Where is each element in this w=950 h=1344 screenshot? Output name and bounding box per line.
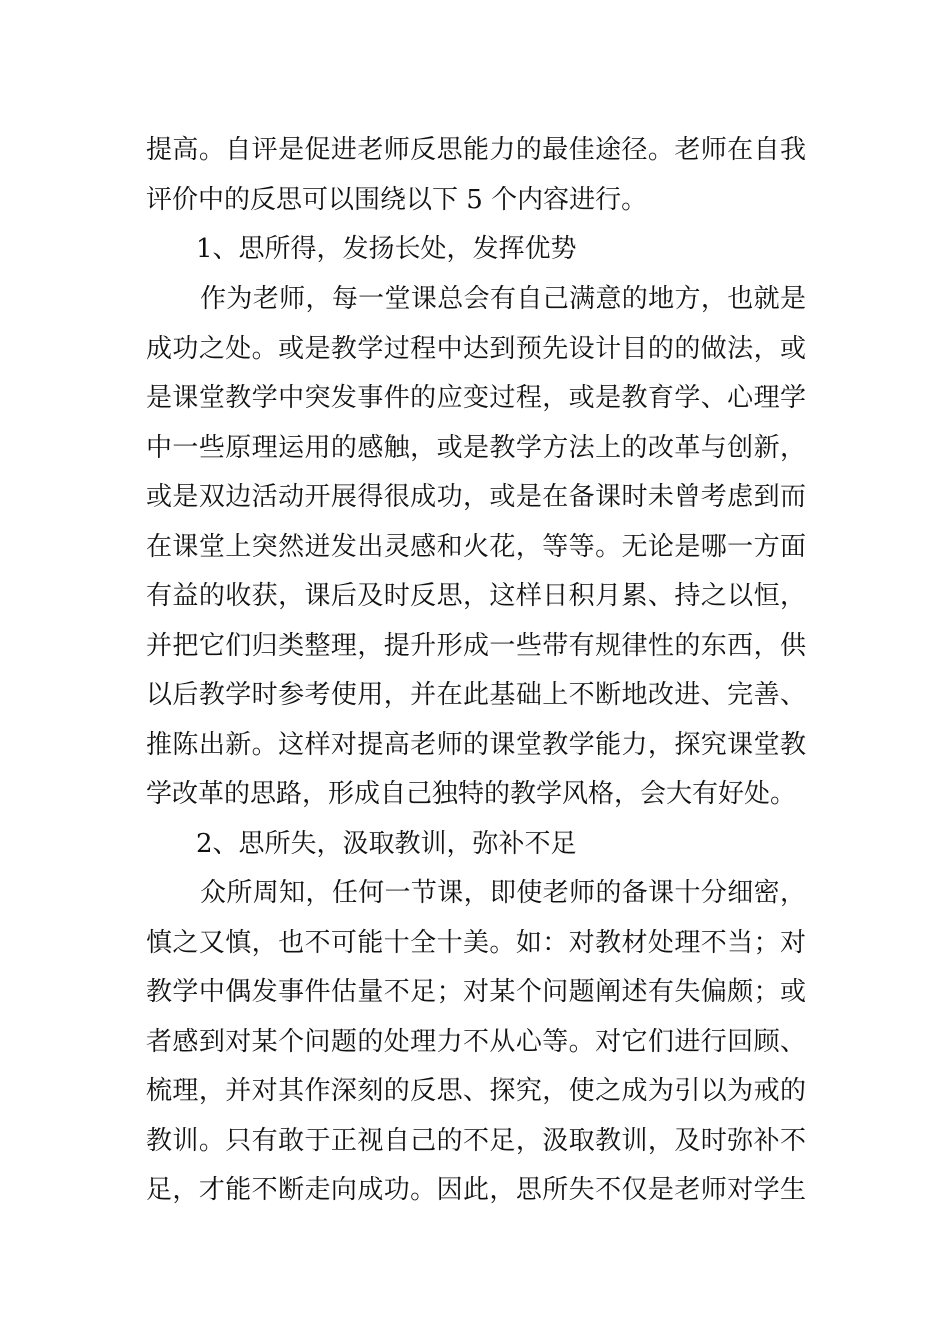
- text-line: 梳理，并对其作深刻的反思、探究，使之成为引以为戒的: [146, 1076, 806, 1106]
- text-line: 有益的收获，课后及时反思，这样日积月累、持之以恒，: [146, 581, 806, 611]
- text-line: 中一些原理运用的感触，或是教学方法上的改革与创新，: [146, 433, 806, 463]
- text-line: 教学中偶发事件估量不足；对某个问题阐述有失偏颇；或: [146, 977, 806, 1007]
- text-line: 是课堂教学中突发事件的应变过程，或是教育学、心理学: [146, 383, 806, 413]
- text-line: 评价中的反思可以围绕以下 5 个内容进行。: [146, 185, 648, 215]
- text-line: 慎之又慎，也不可能十全十美。如：对教材处理不当；对: [146, 928, 806, 958]
- text-line: 教训。只有敢于正视自己的不足，汲取教训，及时弥补不: [146, 1126, 806, 1156]
- text-line: 学改革的思路，形成自己独特的教学风格，会大有好处。: [146, 779, 797, 809]
- section-heading: 1、思所得，发扬长处，发挥优势: [196, 234, 577, 264]
- text-line: 推陈出新。这样对提高老师的课堂教学能力，探究课堂教: [146, 730, 806, 760]
- text-line: 者感到对某个问题的处理力不从心等。对它们进行回顾、: [146, 1027, 806, 1057]
- text-line: 或是双边活动开展得很成功，或是在备课时未曾考虑到而: [146, 482, 806, 512]
- text-line: 众所周知，任何一节课，即使老师的备课十分细密，: [200, 878, 806, 908]
- text-line: 作为老师，每一堂课总会有自己满意的地方，也就是: [200, 284, 806, 314]
- section-heading: 2、思所失，汲取教训，弥补不足: [196, 829, 577, 859]
- text-line: 并把它们归类整理，提升形成一些带有规律性的东西，供: [146, 631, 806, 661]
- text-line: 以后教学时参考使用，并在此基础上不断地改进、完善、: [146, 680, 806, 710]
- text-line: 成功之处。或是教学过程中达到预先设计目的的做法，或: [146, 334, 806, 364]
- text-line: 足，才能不断走向成功。因此，思所失不仅是老师对学生: [146, 1175, 806, 1205]
- text-line: 提高。自评是促进老师反思能力的最佳途径。老师在自我: [146, 135, 806, 165]
- text-line: 在课堂上突然迸发出灵感和火花，等等。无论是哪一方面: [146, 532, 806, 562]
